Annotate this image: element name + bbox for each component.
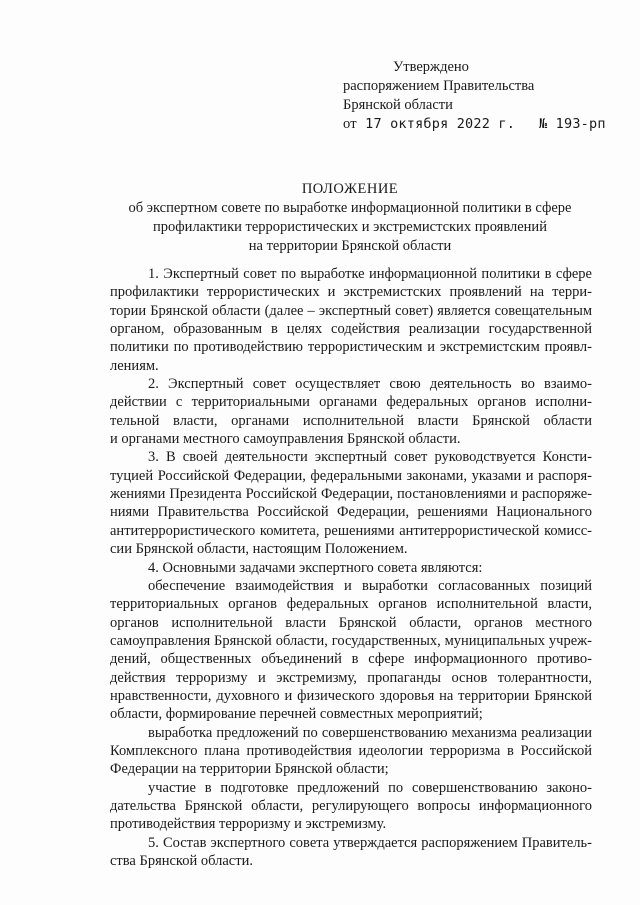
paragraph-line: 3. В своей деятельности экспертный совет руководствуется Консти-	[148, 449, 592, 466]
paragraph-line: 5. Состав экспертного совета утверждается распоряжением Правитель-	[148, 834, 592, 851]
paragraph-line: 1. Экспертный совет по выработке информационной политики в сфере	[148, 266, 592, 282]
paragraph-line: Федерации на территории Брянской области;	[110, 761, 389, 778]
paragraph-line: ства Брянской области.	[110, 853, 253, 869]
document-title	[80, 180, 620, 256]
paragraph-line: 4. Основными задачами экспертного совета являются:	[148, 559, 483, 576]
paragraph-line: органом, образованным в целях содействия реализации государственной	[110, 321, 592, 338]
title-line: профилактики террористических и экстремистских проявлений	[153, 219, 547, 235]
paragraph-line: тории Брянской области (далее – экспертный совет) является совещательным	[110, 302, 592, 319]
paragraph	[110, 577, 592, 724]
paragraph-line: территориальных органов федеральных органов исполнительной власти,	[110, 596, 592, 613]
paragraph-line: жениями Президента Российской Федерации, постановлениями и распоряже-	[110, 486, 592, 503]
paragraph	[110, 779, 592, 834]
paragraph-line: профилактики террористических и экстремистских проявлений на терри-	[110, 284, 592, 301]
paragraph-line: тельной власти, органами исполнительной власти Брянской области	[110, 412, 592, 429]
paragraph	[110, 448, 592, 558]
paragraph-line: Комплексного плана противодействия идеологии терроризма в Российской	[110, 742, 592, 759]
title-line: об экспертном совете по выработке информационной политики в сфере	[128, 200, 572, 216]
approval-date-line	[343, 115, 613, 134]
paragraph-line: дений, общественных объединений в сфере информационного противо-	[110, 651, 592, 668]
paragraph-line: 2. Экспертный совет осуществляет свою деятельность во взаимо-	[148, 376, 592, 393]
paragraph-line: действии с территориальными органами федеральных органов исполни-	[110, 394, 592, 411]
paragraph-line: туцией Российской Федерации, федеральными законами, указами и распоря-	[110, 467, 592, 484]
paragraph	[140, 559, 592, 577]
title-line: на территории Брянской области	[248, 238, 452, 254]
paragraph-line: самоуправления Брянской области, государственных, муниципальных учреж-	[110, 632, 592, 649]
paragraph-line: области, формирование перечней совместных мероприятий;	[110, 706, 483, 723]
paragraph-line: лениям.	[110, 357, 159, 374]
paragraph	[110, 834, 592, 871]
paragraph-line: органов исполнительной власти Брянской области, органов местного	[110, 614, 592, 631]
paragraph	[110, 724, 592, 779]
approval-date: 17 октября 2022 г.	[365, 116, 516, 132]
paragraph-line: действия терроризму и экстремизму, пропаганды основ толерантности,	[110, 669, 592, 686]
paragraph	[110, 375, 592, 448]
paragraph-line: обеспечение взаимодействия и выработки согласованных позиций	[148, 577, 592, 594]
approval-line: распоряжением Правительства	[343, 78, 535, 94]
paragraph-line: антитеррористического комитета, решениями антитеррористической комисс-	[110, 522, 592, 539]
paragraph-line: политики по противодействию террористическим и экстремистским проявл-	[110, 339, 592, 356]
paragraph-line: нравственности, духовного и физического здоровья на территории Брянской	[110, 687, 592, 704]
paragraph-line: ниями Правительства Российской Федерации, решениями Национального	[110, 504, 592, 521]
paragraph	[110, 265, 592, 375]
date-prefix: от	[343, 116, 357, 132]
approval-line: Брянской области	[343, 97, 453, 113]
paragraph-line: выработка предложений по совершенствованию механизма реализации	[148, 724, 592, 741]
paragraph-line: сии Брянской области, настоящим Положением.	[110, 541, 408, 558]
approval-number: № 193-рп	[539, 116, 606, 132]
approval-stamp	[343, 58, 613, 134]
approval-line: Утверждено	[393, 59, 469, 75]
paragraph-line: противодействия терроризму и экстремизму.	[110, 816, 387, 833]
title-heading: ПОЛОЖЕНИЕ	[301, 181, 399, 197]
paragraph-line: участие в подготовке предложений по совершенствованию законо-	[148, 779, 592, 796]
paragraph-line: дательства Брянской области, регулирующего вопросы информационного	[110, 797, 592, 814]
paragraph-line: и органами местного самоуправления Брянской области.	[110, 431, 461, 448]
document-body	[110, 265, 592, 870]
